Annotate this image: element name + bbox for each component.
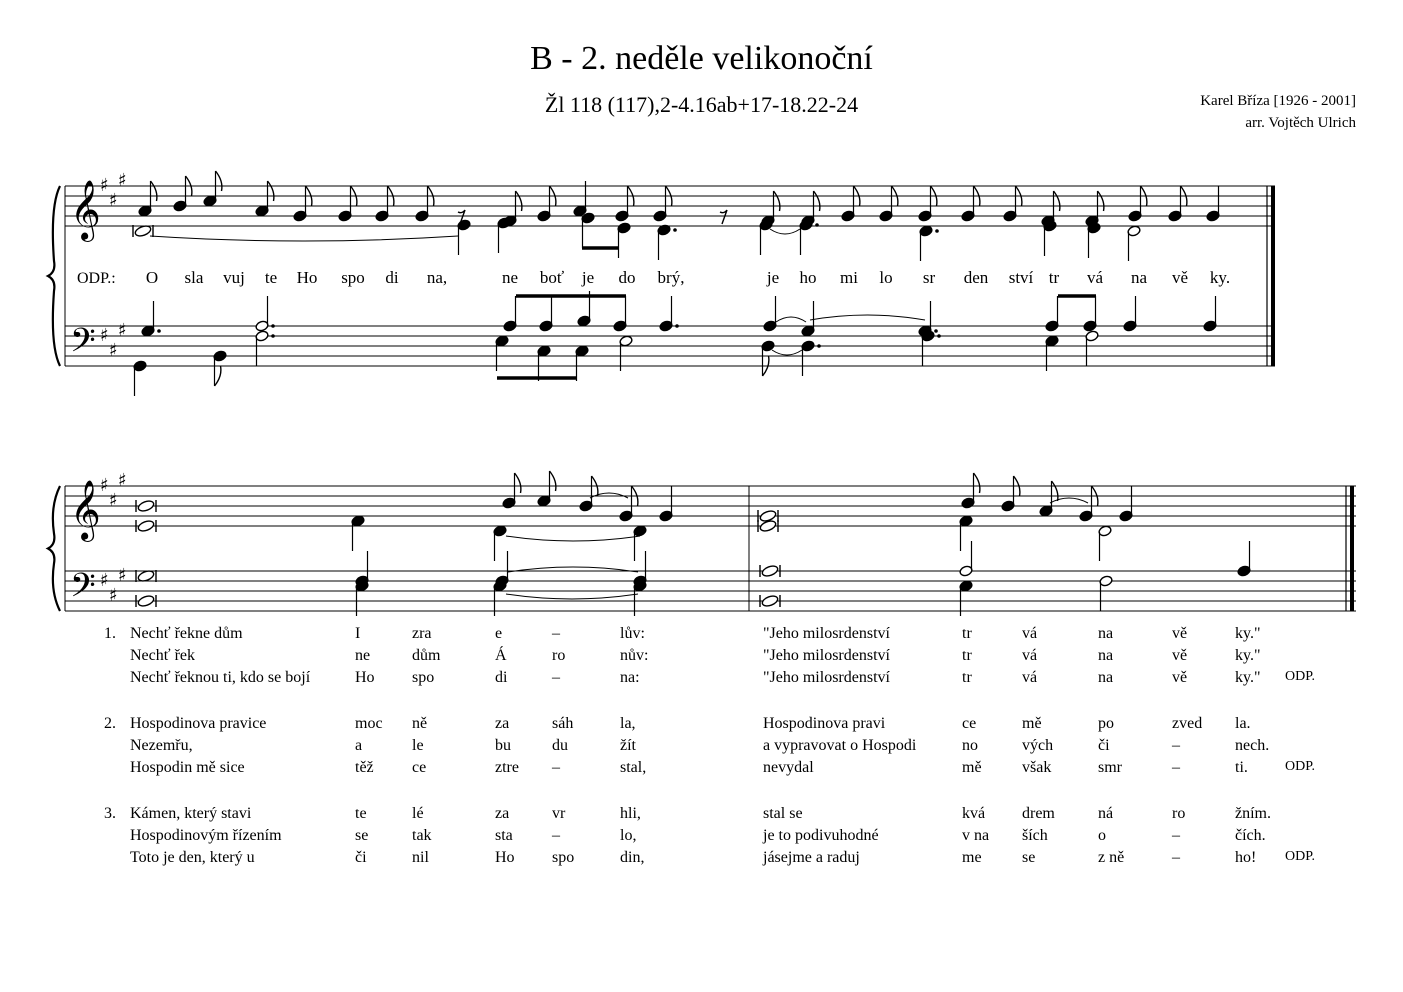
verse-word: "Jeho milosrdenství xyxy=(763,647,890,664)
page-title: B - 2. neděle velikonoční xyxy=(530,40,873,77)
verse-word: hli, xyxy=(620,805,641,822)
verse-word: ky." xyxy=(1235,647,1261,664)
verse-word: Kámen, který stavi xyxy=(130,805,252,822)
treble-clef: 𝄞 xyxy=(70,480,101,540)
dot xyxy=(817,344,821,348)
note-flag xyxy=(774,191,780,211)
notehead xyxy=(759,509,777,523)
verse-word: ne xyxy=(355,647,371,664)
sharp-sign: ♯ xyxy=(118,470,127,491)
verse-word: vá xyxy=(1022,669,1038,686)
refrain-syllable: te xyxy=(264,268,278,287)
verse-word: "Jeho milosrdenství xyxy=(763,625,890,642)
refrain-syllable: na xyxy=(1130,268,1148,287)
verse-word: na xyxy=(1098,647,1114,664)
tie xyxy=(1050,498,1088,503)
verse-word: – xyxy=(1172,827,1180,844)
verse-word: tr xyxy=(962,625,972,642)
note-flag xyxy=(814,191,820,211)
refrain-syllable: boť xyxy=(539,268,565,287)
note-flag xyxy=(1054,191,1060,211)
composer-name: Karel Bříza [1926 - 2001] xyxy=(1200,93,1356,109)
verse-word: a xyxy=(355,737,363,754)
verse-word: z ně xyxy=(1098,849,1125,866)
verse-word: na xyxy=(1098,625,1114,642)
verse-word: těž xyxy=(355,759,374,776)
verse-word: ti. xyxy=(1235,759,1248,776)
verses-block xyxy=(0,625,1403,895)
verse-word: se xyxy=(355,827,369,844)
verse-word: na: xyxy=(620,669,640,686)
note-flag xyxy=(215,366,221,386)
verse-word: za xyxy=(495,805,510,822)
verse-word: moc xyxy=(355,715,383,732)
response-marker: ODP. xyxy=(1285,669,1315,684)
verse-word: ro xyxy=(552,647,566,664)
verse-word: lé xyxy=(412,805,424,822)
psalm-reference: Žl 118 (117),2-4.16ab+17-18.22-24 xyxy=(544,92,859,117)
tie xyxy=(506,536,640,541)
verse-word: du xyxy=(552,737,568,754)
verse-word: mě xyxy=(1022,715,1042,732)
verse-word: la, xyxy=(620,715,636,732)
verse-word: ky." xyxy=(1235,625,1261,642)
clefs-and-keys xyxy=(70,170,127,613)
refrain-label: ODP.: xyxy=(77,270,116,287)
verse-word: bu xyxy=(495,737,511,754)
verse-word: "Jeho milosrdenství xyxy=(763,669,890,686)
verse-word: vě xyxy=(1172,669,1188,686)
refrain-syllable: di xyxy=(385,268,399,287)
refrain-syllable: ho xyxy=(799,268,817,287)
sharp-sign: ♯ xyxy=(118,565,127,586)
tie xyxy=(770,229,800,234)
brace xyxy=(48,186,60,366)
note-flag xyxy=(151,181,157,201)
sharp-sign: ♯ xyxy=(109,340,118,361)
refrain-syllable: do xyxy=(618,268,636,287)
verse-word: zra xyxy=(412,625,432,642)
verse-word: nech. xyxy=(1235,737,1270,754)
verse-word: v na xyxy=(962,827,990,844)
verse-word: te xyxy=(355,805,367,822)
sharp-sign: ♯ xyxy=(109,490,118,511)
verse-word: tr xyxy=(962,647,972,664)
verse-word: nil xyxy=(412,849,429,866)
verse-word: ho! xyxy=(1235,849,1257,866)
eighth-rest xyxy=(720,210,727,224)
verse-word: ro xyxy=(1172,805,1186,822)
verse-word: vých xyxy=(1022,737,1054,754)
verse-word: spo xyxy=(412,669,435,686)
verse-word: sta xyxy=(495,827,513,844)
verse-word: žít xyxy=(620,737,636,754)
tie xyxy=(776,317,806,322)
tie xyxy=(810,315,925,320)
sharp-sign: ♯ xyxy=(100,175,109,196)
verse-word: vě xyxy=(1172,647,1188,664)
refrain-lyrics xyxy=(77,268,1230,287)
verse-word: lo, xyxy=(620,827,637,844)
arranger-name: arr. Vojtěch Ulrich xyxy=(1245,115,1356,131)
verse-word: lův: xyxy=(620,625,645,642)
refrain-syllable: sr xyxy=(922,268,936,287)
dot xyxy=(673,228,677,232)
dot xyxy=(157,329,161,333)
verse-word: le xyxy=(412,737,424,754)
verse-word: vě xyxy=(1172,625,1188,642)
verse-word: vá xyxy=(1022,625,1038,642)
bass-clef: 𝄢 xyxy=(70,567,96,613)
sharp-sign: ♯ xyxy=(118,170,127,191)
verse-number: 1. xyxy=(104,625,116,642)
refrain-syllable: ne xyxy=(501,268,519,287)
verse-word: – xyxy=(552,759,560,776)
verse-word: ších xyxy=(1022,827,1048,844)
note-flag xyxy=(550,471,556,491)
sharp-sign: ♯ xyxy=(100,325,109,346)
verse-word: no xyxy=(962,737,978,754)
refrain-syllable: ství xyxy=(1008,268,1034,287)
dot xyxy=(937,334,941,338)
notehead xyxy=(761,564,779,578)
notehead xyxy=(137,499,155,513)
dot xyxy=(815,223,819,227)
notes xyxy=(133,171,1251,616)
note-flag xyxy=(216,171,222,191)
verse-word: ky." xyxy=(1235,669,1261,686)
verse-word: din, xyxy=(620,849,645,866)
refrain-syllable: je xyxy=(766,268,780,287)
verse-word: vá xyxy=(1022,647,1038,664)
verse-word: Toto je den, který u xyxy=(130,849,255,866)
verse-word: ce xyxy=(412,759,427,776)
notehead xyxy=(137,594,155,608)
refrain-syllable: Ho xyxy=(296,268,318,287)
verse-word: ztre xyxy=(495,759,519,776)
verse-word: nevydal xyxy=(763,759,814,776)
staff-lines xyxy=(48,186,1356,611)
tie xyxy=(772,350,802,355)
verse-word: však xyxy=(1022,759,1052,776)
verse-word: stal se xyxy=(763,805,803,822)
verse-word: zved xyxy=(1172,715,1203,732)
verse-word: stal, xyxy=(620,759,647,776)
tie xyxy=(506,594,638,599)
verse-word: Hospodin mě sice xyxy=(130,759,245,776)
verse-word: Nezemřu, xyxy=(130,737,193,754)
verse-word: Hospodinova pravi xyxy=(763,715,886,732)
verse-word: či xyxy=(1098,737,1110,754)
verse-word: drem xyxy=(1022,805,1055,822)
verse-word: čích. xyxy=(1235,827,1266,844)
note-flag xyxy=(974,473,980,493)
verse-word: ně xyxy=(412,715,428,732)
verse-word: a vypravovat o Hospodi xyxy=(763,737,917,754)
verse-word: o xyxy=(1098,827,1106,844)
verse-word: I xyxy=(355,625,361,642)
sharp-sign: ♯ xyxy=(109,585,118,606)
verse-word: dům xyxy=(412,647,441,664)
sharp-sign: ♯ xyxy=(118,320,127,341)
verse-word: mě xyxy=(962,759,982,776)
verse-word: – xyxy=(552,669,560,686)
dot xyxy=(271,334,275,338)
verse-word: po xyxy=(1098,715,1114,732)
treble-clef: 𝄞 xyxy=(70,180,101,240)
verse-word: – xyxy=(552,827,560,844)
refrain-syllable: brý, xyxy=(657,268,685,287)
verse-word: sáh xyxy=(552,715,574,732)
notehead xyxy=(759,519,777,533)
dot xyxy=(271,324,275,328)
note-flag xyxy=(268,181,274,201)
refrain-syllable: na, xyxy=(426,268,448,287)
verse-word: kvá xyxy=(962,805,986,822)
verse-word: se xyxy=(1022,849,1036,866)
bass-clef: 𝄢 xyxy=(70,322,96,368)
sharp-sign: ♯ xyxy=(100,570,109,591)
verse-word: za xyxy=(495,715,510,732)
verse-word: či xyxy=(355,849,367,866)
verse-word: na xyxy=(1098,669,1114,686)
verse-word: ce xyxy=(962,715,977,732)
verse-word: Nechť řek xyxy=(130,647,196,664)
refrain-syllable: ky. xyxy=(1209,268,1231,287)
refrain-syllable: O xyxy=(145,268,159,287)
sharp-sign: ♯ xyxy=(109,190,118,211)
response-marker: ODP. xyxy=(1285,849,1315,864)
verse-word: e xyxy=(495,625,503,642)
refrain-syllable: vá xyxy=(1086,268,1104,287)
verse-word: nův: xyxy=(620,647,649,664)
verse-word: vr xyxy=(552,805,566,822)
note-flag xyxy=(516,191,522,211)
verse-word: Ho xyxy=(495,849,515,866)
refrain-syllable: lo xyxy=(879,268,893,287)
verse-word: žním. xyxy=(1235,805,1271,822)
verse-word: – xyxy=(1172,849,1180,866)
verse-word: Á xyxy=(495,647,507,664)
verse-word: – xyxy=(1172,737,1180,754)
refrain-syllable: sla xyxy=(184,268,204,287)
dot xyxy=(934,329,938,333)
refrain-syllable: mi xyxy=(840,268,858,287)
verse-word: Nechť řeknou ti, kdo se bojí xyxy=(130,669,311,686)
note-flag xyxy=(1098,191,1104,211)
sharp-sign: ♯ xyxy=(100,475,109,496)
verse-word: Ho xyxy=(355,669,375,686)
verse-word: jásejme a raduj xyxy=(763,849,860,866)
verse-word: – xyxy=(1172,759,1180,776)
verse-word: je to podivuhodné xyxy=(763,827,879,844)
verse-word: spo xyxy=(552,849,575,866)
verse-word: la. xyxy=(1235,715,1251,732)
refrain-syllable: tr xyxy=(1048,268,1060,287)
refrain-syllable: spo xyxy=(341,268,365,287)
verse-word: ná xyxy=(1098,805,1114,822)
verse-word: Hospodinova pravice xyxy=(130,715,267,732)
refrain-syllable: je xyxy=(581,268,595,287)
verse-word: Hospodinovým řízením xyxy=(130,827,282,844)
verse-word: tak xyxy=(412,827,432,844)
refrain-syllable: vuj xyxy=(223,268,245,287)
brace xyxy=(48,486,60,611)
refrain-syllable: den xyxy=(963,268,989,287)
note-flag xyxy=(515,473,521,493)
verse-word: di xyxy=(495,669,508,686)
dot xyxy=(675,324,679,328)
notehead xyxy=(761,594,779,608)
verse-word: me xyxy=(962,849,982,866)
verse-number: 2. xyxy=(104,715,116,732)
verse-word: tr xyxy=(962,669,972,686)
note-flag xyxy=(1052,481,1058,501)
refrain-syllable: vě xyxy=(1171,268,1189,287)
verse-word: – xyxy=(552,625,560,642)
dot xyxy=(935,229,939,233)
verse-word: smr xyxy=(1098,759,1122,776)
response-marker: ODP. xyxy=(1285,759,1315,774)
notehead xyxy=(137,519,155,533)
tie xyxy=(150,236,458,241)
verse-number: 3. xyxy=(104,805,116,822)
verse-word: Nechť řekne dům xyxy=(130,625,243,642)
